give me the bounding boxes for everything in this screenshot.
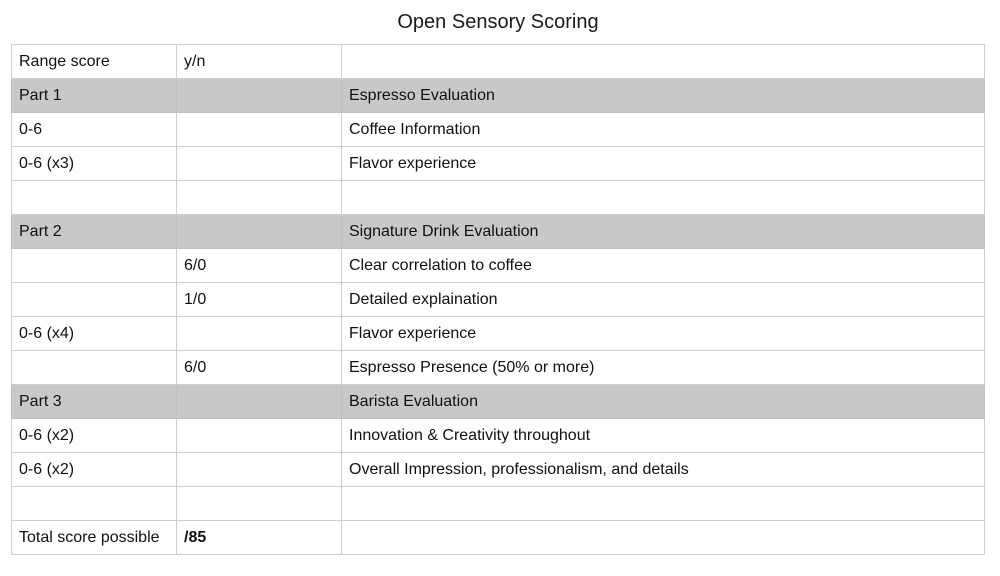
description-cell: Coffee Information	[342, 113, 985, 147]
range-cell: 0-6 (x4)	[12, 317, 177, 351]
yn-cell	[177, 181, 342, 215]
section-title: Barista Evaluation	[342, 385, 985, 419]
table-row	[12, 283, 985, 317]
range-cell	[12, 283, 177, 317]
section-row-part-2	[12, 215, 985, 249]
range-cell: 0-6	[12, 113, 177, 147]
yn-cell	[177, 317, 342, 351]
yn-cell: 1/0	[177, 283, 342, 317]
table-row	[12, 453, 985, 487]
range-cell	[12, 181, 177, 215]
section-label: Part 1	[12, 79, 177, 113]
range-cell: 0-6 (x3)	[12, 147, 177, 181]
description-cell	[342, 521, 985, 555]
section-title: Espresso Evaluation	[342, 79, 985, 113]
table-row	[12, 317, 985, 351]
yn-cell	[177, 419, 342, 453]
section-label: Part 2	[12, 215, 177, 249]
table-row	[12, 351, 985, 385]
yn-cell	[177, 487, 342, 521]
yn-cell	[177, 79, 342, 113]
section-row-part-1	[12, 79, 985, 113]
range-cell	[12, 249, 177, 283]
yn-cell	[177, 215, 342, 249]
description-cell	[342, 45, 985, 79]
range-cell	[12, 351, 177, 385]
range-cell: 0-6 (x2)	[12, 419, 177, 453]
description-cell: Clear correlation to coffee	[342, 249, 985, 283]
table-row	[12, 113, 985, 147]
yn-cell: 6/0	[177, 351, 342, 385]
range-cell: 0-6 (x2)	[12, 453, 177, 487]
description-cell	[342, 181, 985, 215]
section-row-part-3	[12, 385, 985, 419]
description-cell: Innovation & Creativity throughout	[342, 419, 985, 453]
yn-header: y/n	[177, 45, 342, 79]
blank-row	[12, 181, 985, 215]
description-cell: Espresso Presence (50% or more)	[342, 351, 985, 385]
page-title: Open Sensory Scoring	[397, 11, 599, 33]
total-row	[12, 521, 985, 555]
description-cell	[342, 487, 985, 521]
scoring-table	[11, 44, 985, 555]
blank-row	[12, 487, 985, 521]
range-score-header: Range score	[12, 45, 177, 79]
header-row	[12, 45, 985, 79]
section-title: Signature Drink Evaluation	[342, 215, 985, 249]
range-cell	[12, 487, 177, 521]
description-cell: Overall Impression, professionalism, and details	[342, 453, 985, 487]
yn-cell	[177, 453, 342, 487]
table-row	[12, 147, 985, 181]
section-label: Part 3	[12, 385, 177, 419]
description-cell: Detailed explaination	[342, 283, 985, 317]
yn-cell	[177, 113, 342, 147]
table-row	[12, 419, 985, 453]
description-cell: Flavor experience	[342, 317, 985, 351]
yn-cell: 6/0	[177, 249, 342, 283]
description-cell: Flavor experience	[342, 147, 985, 181]
table-row	[12, 249, 985, 283]
total-score: /85	[177, 521, 342, 555]
total-label: Total score possible	[12, 521, 177, 555]
yn-cell	[177, 385, 342, 419]
yn-cell	[177, 147, 342, 181]
